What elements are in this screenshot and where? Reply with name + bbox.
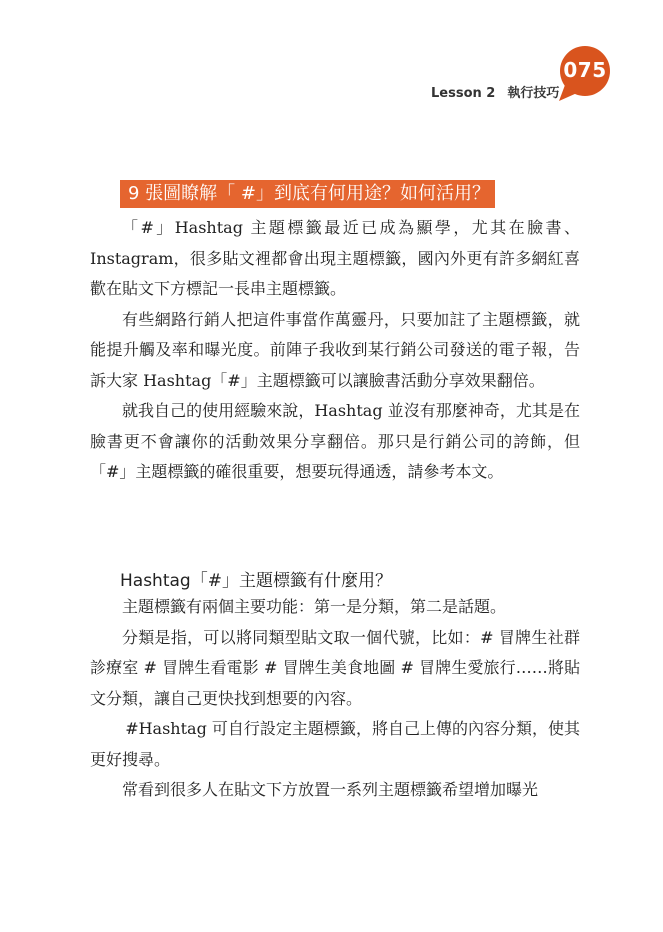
paragraph: 分類是指，可以將同類型貼文取一個代號，比如：# 冒牌生社群診療室 # 冒牌生看電影 # 冒牌生美食地圖 # 冒牌生愛旅行……將貼文分類，讓自己更快找到想要的內容。 <box>90 627 580 708</box>
paragraph: 「#」Hashtag 主題標籤最近已成為顯學，尤其在臉書、Instagram，很多貼文裡都會出現主題標籤，國內外更有許多網紅喜歡在貼文下方標記一長串主題標籤。 <box>90 218 580 298</box>
paragraph: 有些網路行銷人把這件事當作萬靈丹，只要加註了主題標籤，就能提升觸及率和曝光度。前陣子我收到某行銷公司發送的電子報，告訴大家 Hashtag「#」主題標籤可以讓臉書活動分享效果翻倍。 <box>90 309 580 390</box>
paragraph: #Hashtag 可自行設定主題標籤，將自己上傳的內容分類，使其更好搜尋。 <box>90 719 580 769</box>
paragraph: 就我自己的使用經驗來說，Hashtag 並沒有那麼神奇，尤其是在臉書更不會讓你的活動效果分享翻倍。那只是行銷公司的誇飾，但「#」主題標籤的確很重要，想要玩得通透，請參考本文。 <box>90 401 580 481</box>
section-title: 9 張圖瞭解「 #」到底有何用途？如何活用？ <box>120 180 495 208</box>
paragraph: 主題標籤有兩個主要功能：第一是分類，第二是話題。 <box>122 597 507 616</box>
lesson-label: Lesson 2 <box>431 86 496 101</box>
running-header <box>431 82 559 101</box>
subsection-text <box>90 592 580 806</box>
paragraph: 常看到很多人在貼文下方放置一系列主題標籤希望增加曝光 <box>122 780 539 799</box>
page-number: 075 <box>563 58 607 82</box>
intro-text <box>90 213 580 488</box>
chapter-label: 執行技巧 <box>507 86 560 101</box>
subsection-title: Hashtag「#」主題標籤有什麼用？ <box>120 571 392 591</box>
